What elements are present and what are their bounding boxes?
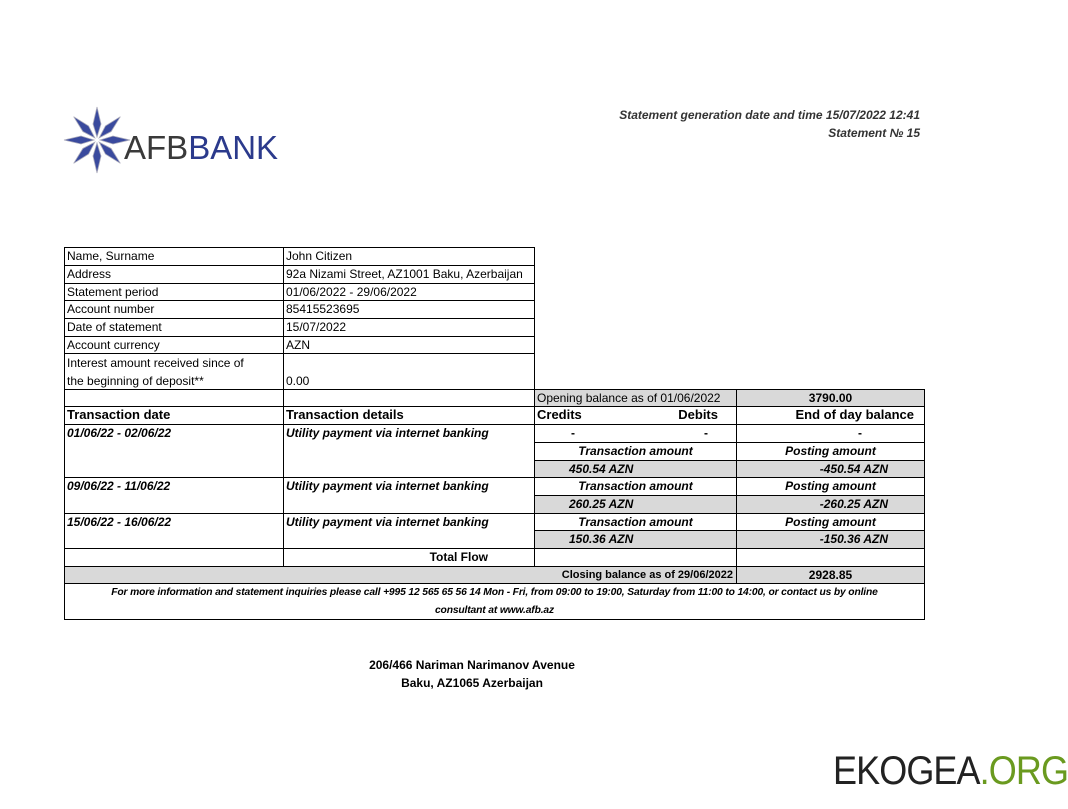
tx-amount-label: Transaction amount <box>534 477 737 496</box>
interest-label <box>64 353 284 390</box>
info-value: 92a Nizami Street, AZ1001 Baku, Azerbaijan <box>283 265 535 284</box>
interest-label-line: the beginning of deposit** <box>67 374 204 388</box>
empty-cell <box>64 548 284 567</box>
tx-details: Utility payment via internet banking <box>283 513 535 549</box>
statement-number: Statement № 15 <box>828 126 920 140</box>
balance-dash-text: - <box>858 426 862 440</box>
tx-details: Utility payment via internet banking <box>283 424 535 478</box>
afb-bank-logo <box>62 105 312 175</box>
credit-debit-dash <box>534 424 737 443</box>
inquiries-note-line: consultant at www.afb.az <box>434 605 555 616</box>
opening-balance-value: 3790.00 <box>736 389 925 407</box>
info-label: Account currency <box>64 336 284 354</box>
total-flow-label: Total Flow <box>283 548 535 567</box>
opening-balance-label: Opening balance as of 01/06/2022 <box>534 389 737 407</box>
posting-amount-label: Posting amount <box>736 477 925 496</box>
tx-amount: 260.25 AZN <box>534 495 737 514</box>
star-logo-icon <box>62 105 132 175</box>
generation-datetime: Statement generation date and time 15/07/2022 12:41 <box>619 108 920 122</box>
tx-amount-label: Transaction amount <box>534 442 737 461</box>
info-label: Date of statement <box>64 318 284 337</box>
info-value: AZN <box>283 336 535 354</box>
bank-address-line: Baku, AZ1065 Azerbaijan <box>401 676 543 690</box>
logo-text-afb: AFB <box>124 129 189 166</box>
posting-amount: -260.25 AZN <box>736 495 925 514</box>
closing-balance-label: Closing balance as of 29/06/2022 <box>64 566 737 584</box>
posting-amount-label: Posting amount <box>736 513 925 531</box>
info-value: 15/07/2022 <box>283 318 535 337</box>
col-credits-debits <box>534 406 737 425</box>
empty-cell <box>64 389 284 407</box>
tx-amount-label: Transaction amount <box>534 513 737 531</box>
tx-date: 01/06/22 - 02/06/22 <box>64 424 284 478</box>
tx-amount: 450.54 AZN <box>534 460 737 478</box>
info-value: 01/06/2022 - 29/06/2022 <box>283 283 535 301</box>
col-credits: Credits <box>537 407 582 422</box>
info-label: Address <box>64 265 284 284</box>
posting-amount-label: Posting amount <box>736 442 925 461</box>
col-transaction-details: Transaction details <box>283 406 535 425</box>
info-value: John Citizen <box>283 247 535 266</box>
col-debits: Debits <box>678 407 718 422</box>
empty-cell <box>534 548 737 567</box>
empty-cell <box>736 548 925 567</box>
col-transaction-date: Transaction date <box>64 406 284 425</box>
watermark-main: EKOGEA <box>833 749 980 793</box>
tx-amount: 150.36 AZN <box>534 530 737 549</box>
tx-date: 09/06/22 - 11/06/22 <box>64 477 284 514</box>
tx-date: 15/06/22 - 16/06/22 <box>64 513 284 549</box>
closing-balance-value: 2928.85 <box>736 566 925 584</box>
interest-value: 0.00 <box>283 353 535 390</box>
watermark-tld: .ORG <box>979 749 1068 793</box>
info-label: Name, Surname <box>64 247 284 266</box>
bank-address-line: 206/466 Nariman Narimanov Avenue <box>369 658 575 672</box>
empty-cell <box>283 389 535 407</box>
posting-amount: -150.36 AZN <box>736 530 925 549</box>
debit-dash: - <box>704 426 708 440</box>
credit-dash: - <box>571 426 575 440</box>
col-end-of-day-balance: End of day balance <box>736 406 925 425</box>
balance-dash <box>736 424 925 443</box>
posting-amount: -450.54 AZN <box>736 460 925 478</box>
inquiries-note <box>64 583 925 620</box>
info-label: Statement period <box>64 283 284 301</box>
tx-details: Utility payment via internet banking <box>283 477 535 514</box>
interest-label-line: Interest amount received since of <box>67 356 244 370</box>
info-label: Account number <box>64 300 284 319</box>
info-value: 85415523695 <box>283 300 535 319</box>
inquiries-note-line: For more information and statement inquiries please call +995 12 565 65 56 14 Mon - Fri, from 09:00 to 19:00, Saturday from 11:00 to 14:00, or contact us by online <box>111 587 878 598</box>
watermark <box>833 748 1068 794</box>
logo-text-bank: BANK <box>188 129 279 166</box>
